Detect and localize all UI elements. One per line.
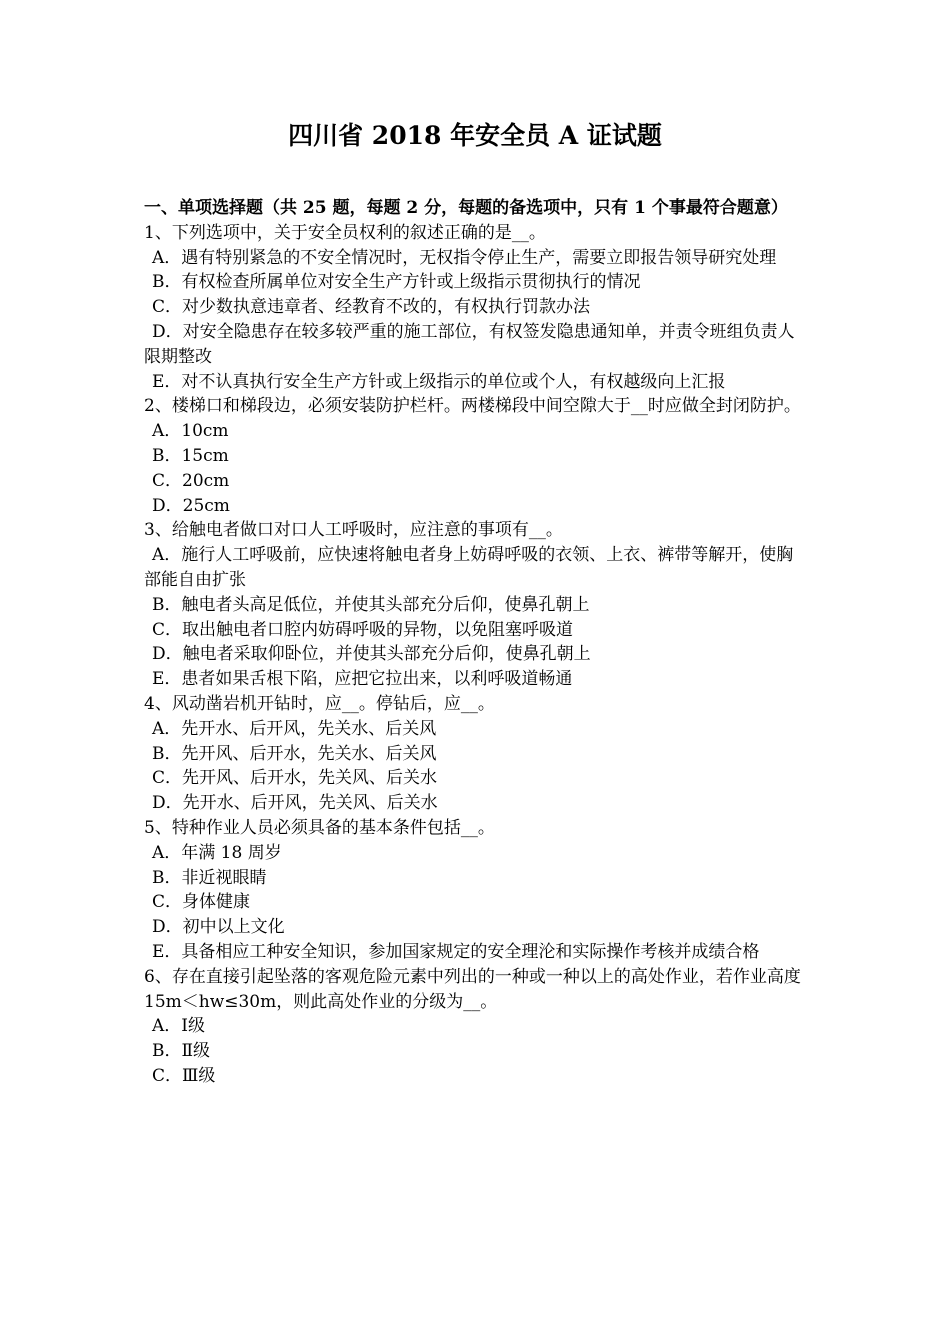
- option-a: A．施行人工呼吸前，应快速将触电者身上妨碍呼吸的衣领、上衣、裤带等解开，使胸部能自由扩张: [144, 545, 794, 590]
- option-c: C．取出触电者口腔内妨碍呼吸的异物，以免阻塞呼吸道: [152, 619, 574, 640]
- question-stem: 6、存在直接引起坠落的客观危险元素中列出的一种或一种以上的高处作业，若作业高度 15m＜hw≤30m，则此高处作业的分级为__。: [144, 966, 801, 1012]
- question-4: [144, 692, 810, 816]
- option-a: A．年满 18 周岁: [152, 842, 282, 863]
- option-e: E．具备相应工种安全知识，参加国家规定的安全理沦和实际操作考核并成绩合格: [152, 941, 760, 962]
- question-1: [144, 221, 810, 395]
- question-stem: 1、下列选项中，关于安全员权利的叙述正确的是__。: [144, 222, 546, 243]
- option-e: E．对不认真执行安全生产方针或上级指示的单位或个人，有权越级向上汇报: [152, 371, 726, 392]
- option-c: C．身体健康: [152, 892, 251, 913]
- option-c: C．先开风、后开水，先关风、后关水: [152, 768, 438, 789]
- question-stem: 5、特种作业人员必须具备的基本条件包括__。: [144, 817, 495, 838]
- option-d: D．对安全隐患存在较多较严重的施工部位，有权签发隐患通知单，并责令班组负责人限期整改: [144, 321, 795, 367]
- question-stem: 4、风动凿岩机开钻时，应__。停钻后，应__。: [144, 693, 495, 714]
- option-b: B．非近视眼睛: [152, 867, 267, 888]
- option-b: B．15cm: [152, 445, 229, 466]
- question-stem: 2、楼梯口和梯段边，必须安装防护栏杆。两楼梯段中间空隙大于__时应做全封闭防护。: [144, 396, 801, 417]
- option-a: A．先开水、后开风，先关水、后关风: [152, 718, 437, 739]
- question-3: [144, 518, 810, 692]
- option-e: E．患者如果舌根下陷，应把它拉出来，以利呼吸道畅通: [152, 669, 573, 690]
- option-d: D．触电者采取仰卧位，并使其头部充分后仰，使鼻孔朝上: [152, 644, 591, 665]
- option-b: B．有权检查所属单位对安全生产方针或上级指示贯彻执行的情况: [152, 272, 641, 293]
- section-heading: 一、单项选择题（共 25 题，每题 2 分，每题的备选项中，只有 1 个事最符合题意）: [144, 198, 788, 218]
- document-body: [144, 196, 810, 1089]
- option-c: C．Ⅲ级: [152, 1065, 216, 1086]
- option-a: A．10cm: [152, 421, 229, 442]
- option-a: A．Ⅰ级: [152, 1016, 205, 1037]
- option-b: B．先开风、后开水，先关水、后关风: [152, 743, 437, 764]
- question-stem: 3、给触电者做口对口人工呼吸时，应注意的事项有__。: [144, 520, 563, 541]
- question-6: [144, 965, 810, 1089]
- option-d: D．初中以上文化: [152, 917, 285, 938]
- option-c: C．对少数执意违章者、经教育不改的，有权执行罚款办法: [152, 297, 591, 318]
- page-title: 四川省 2018 年安全员 A 证试题: [288, 121, 662, 150]
- option-d: D．25cm: [152, 495, 230, 516]
- question-2: [144, 394, 810, 518]
- option-d: D．先开水、后开风，先关风、后关水: [152, 793, 438, 814]
- option-b: B．触电者头高足低位，并使其头部充分后仰，使鼻孔朝上: [152, 594, 590, 615]
- question-5: [144, 816, 810, 965]
- option-a: A．遇有特别紧急的不安全情况时，无权指令停止生产，需要立即报告领导研究处理: [152, 247, 777, 268]
- option-b: B．Ⅱ级: [152, 1041, 211, 1062]
- option-c: C．20cm: [152, 470, 230, 491]
